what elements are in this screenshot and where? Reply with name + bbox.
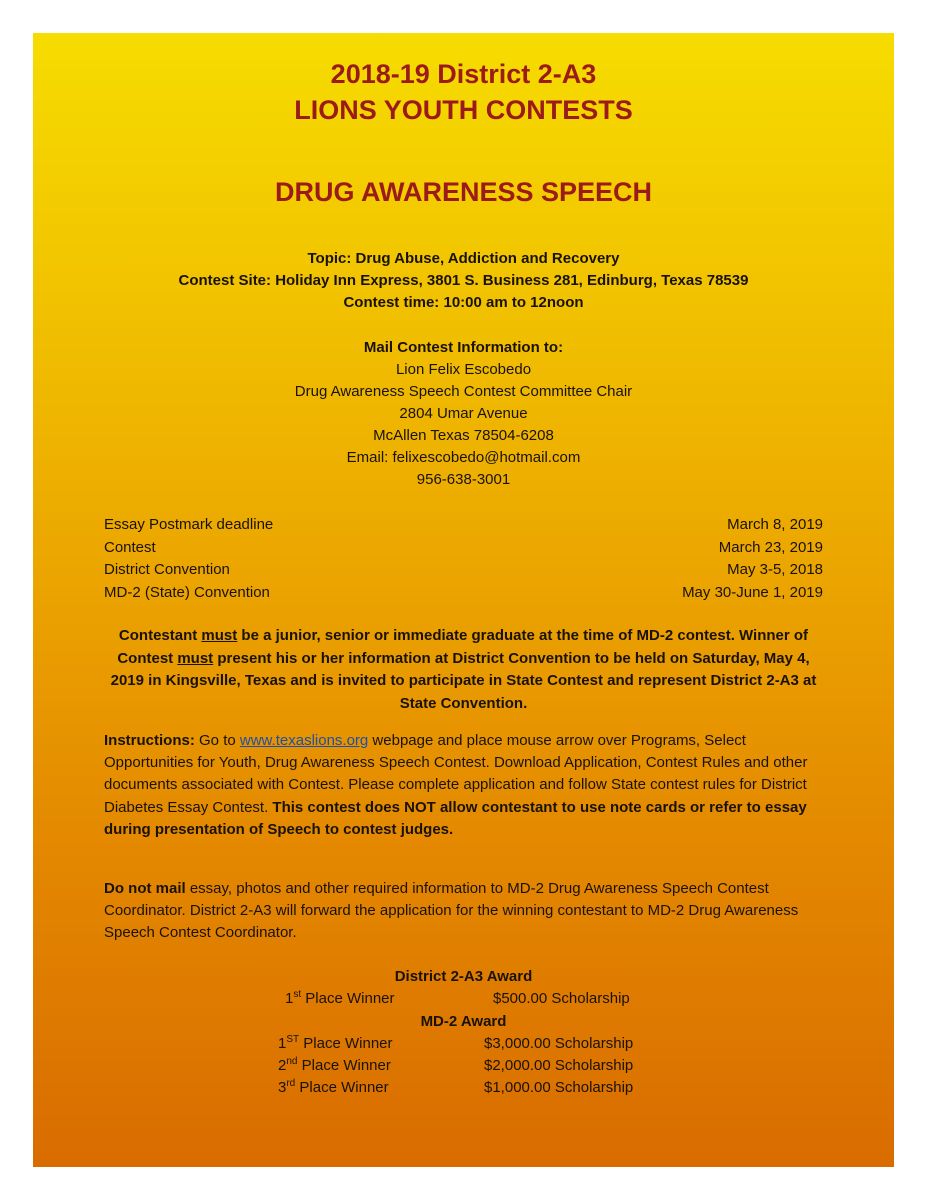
award-place: 2nd Place Winner	[278, 1056, 391, 1075]
winner-text: present his or her information at District Convention to be held on Saturday, May 4, 2019 in Kingsville, Texas and is invited to participate in State Contest and represent District 2-A3 at State Convention.	[110, 649, 817, 712]
date-row	[104, 559, 823, 582]
date-value: May 30-June 1, 2019	[682, 583, 823, 601]
mail-note-paragraph	[104, 878, 823, 945]
award-amount: $1,000.00 Scholarship	[484, 1079, 634, 1097]
award-amount: $3,000.00 Scholarship	[484, 1034, 634, 1052]
awards-section	[33, 966, 894, 1100]
award-place: 1st Place Winner	[285, 989, 395, 1008]
mail-name: Lion Felix Escobedo	[395, 361, 532, 378]
award-place: 1ST Place Winner	[278, 1033, 393, 1052]
district-award-heading: District 2-A3 Award	[394, 968, 533, 985]
award-row	[33, 1077, 894, 1099]
mail-email: Email: felixescobedo@hotmail.com	[346, 449, 581, 466]
winner-text: Winner of Contest	[117, 627, 809, 667]
award-row	[33, 1033, 894, 1055]
eligibility-notice	[104, 625, 823, 715]
mail-role: Drug Awareness Speech Contest Committee Chair	[294, 383, 633, 400]
date-label: MD-2 (State) Convention	[104, 583, 270, 601]
site-line: Contest Site: Holiday Inn Express, 3801 S. Business 281, Edinburg, Texas 78539	[178, 272, 749, 289]
texaslions-link[interactable]: www.texaslions.org	[239, 732, 369, 749]
do-not-mail: Do not mail	[104, 880, 186, 897]
eligibility-text: Contestant	[118, 627, 202, 644]
instructions-warning: This contest does NOT allow contestant to use note cards or refer to essay during presentation of Speech to contest judges.	[104, 798, 807, 838]
instructions-label: Instructions:	[104, 732, 195, 749]
contest-info	[33, 248, 894, 314]
date-label: Essay Postmark deadline	[104, 516, 274, 533]
mail-phone: 956-638-3001	[416, 471, 511, 488]
date-label: Contest	[104, 538, 156, 556]
must-emphasis: must	[201, 627, 238, 644]
date-value: March 23, 2019	[718, 538, 823, 556]
instructions-text: Go to	[194, 732, 240, 749]
mail-city: McAllen Texas 78504-6208	[373, 427, 554, 444]
date-row	[104, 514, 823, 537]
flyer	[33, 33, 894, 1167]
title-year-district: 2018-19 District 2-A3	[330, 59, 597, 89]
mail-street: 2804 Umar Avenue	[399, 405, 528, 422]
mail-block	[33, 337, 894, 491]
date-value: May 3-5, 2018	[727, 561, 823, 578]
date-row	[104, 537, 823, 560]
eligibility-text: be a junior, senior or immediate graduate at the time of MD-2 contest.	[237, 627, 735, 644]
date-label: District Convention	[104, 561, 230, 578]
md2-award-heading: MD-2 Award	[420, 1012, 507, 1030]
award-row	[33, 988, 894, 1010]
title-youth-contests: LIONS YOUTH CONTESTS	[294, 95, 633, 125]
mail-note-text: essay, photos and other required information to MD-2 Drug Awareness Speech Contest Coordinator. District 2-A3 will forward the application for the winning contestant to MD-2 Drug Awareness Speech Contest Coordinator.	[104, 880, 799, 942]
instructions-text: webpage and place mouse arrow over Programs, Select Opportunities for Youth, Drug Awareness Speech Contest. Download Application, Contest Rules and other documents associated with Contest. Please complete application and follow State contest rules for District Diabetes Essay Contest.	[104, 732, 808, 816]
date-row	[104, 582, 823, 605]
dates-list	[104, 514, 823, 604]
award-row	[33, 1055, 894, 1077]
topic-line: Topic: Drug Abuse, Addiction and Recovery	[307, 250, 620, 267]
must-emphasis: must	[177, 649, 214, 667]
date-value: March 8, 2019	[727, 516, 823, 533]
award-amount: $500.00 Scholarship	[493, 990, 630, 1008]
time-line: Contest time: 10:00 am to 12noon	[343, 294, 584, 311]
mail-heading: Mail Contest Information to:	[363, 339, 564, 356]
award-place: 3rd Place Winner	[278, 1078, 389, 1097]
award-amount: $2,000.00 Scholarship	[484, 1057, 634, 1075]
title-contest-name: DRUG AWARENESS SPEECH	[274, 177, 653, 207]
instructions-paragraph	[104, 730, 823, 841]
